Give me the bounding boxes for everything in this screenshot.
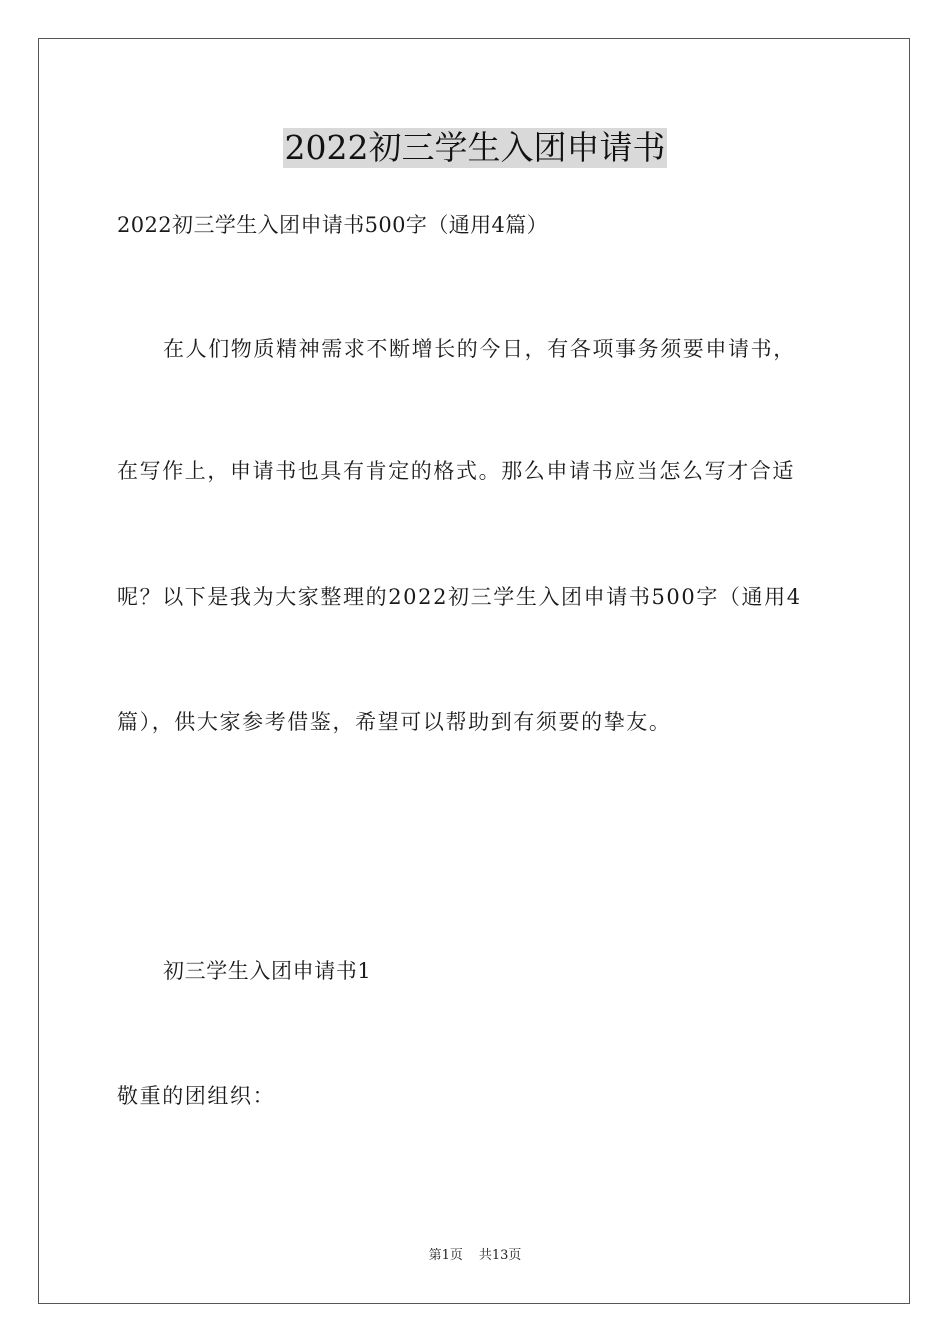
intro-line-4: 篇），供大家参考借鉴，希望可以帮助到有须要的挚友。 [117,710,672,734]
document-subtitle: 2022初三学生入团申请书500字（通用4篇） [117,213,549,237]
intro-line-3: 呢？以下是我为大家整理的2022初三学生入团申请书500字（通用4 [117,585,802,609]
page-number-current: 第1页 [428,1248,463,1263]
intro-line-2: 在写作上，申请书也具有肯定的格式。那么申请书应当怎么写才合适 [117,459,795,483]
section-heading: 初三学生入团申请书1 [163,959,372,983]
page-number-total: 共13页 [478,1248,522,1263]
salutation: 敬重的团组织： [117,1084,276,1108]
title-container [0,128,950,168]
intro-line-1: 在人们物质精神需求不断增长的今日，有各项事务须要申请书， [163,337,796,361]
document-title: 2022初三学生入团申请书 [284,128,666,167]
page-footer [0,1248,950,1264]
